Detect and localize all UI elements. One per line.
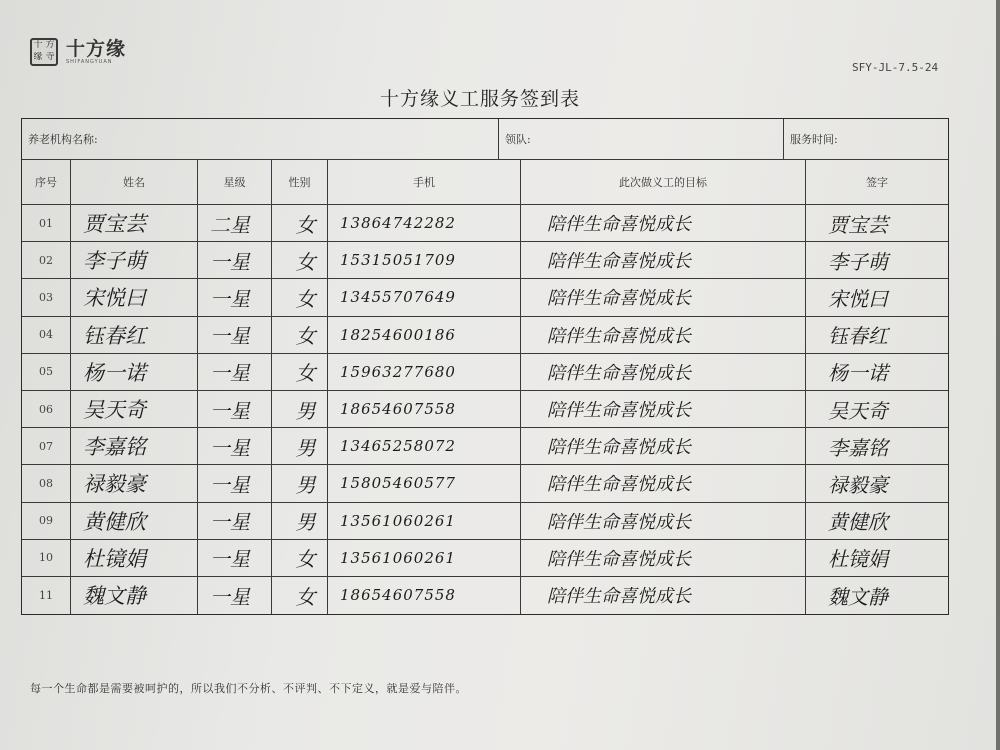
table-row bbox=[22, 205, 948, 242]
volunteer-name: 李嘉铭 bbox=[71, 428, 198, 464]
table-row bbox=[22, 540, 948, 577]
table-row bbox=[22, 279, 948, 316]
table-row bbox=[22, 577, 948, 614]
sign-in-table bbox=[21, 118, 949, 615]
phone-number: 15315051709 bbox=[328, 242, 521, 278]
gender: 男 bbox=[272, 503, 328, 539]
row-number: 04 bbox=[22, 317, 71, 353]
volunteer-name: 宋悦曰 bbox=[71, 279, 198, 315]
star-level: 一星 bbox=[198, 242, 272, 278]
volunteer-name: 李子萌 bbox=[71, 242, 198, 278]
signature: 黄健欣 bbox=[828, 510, 888, 535]
gender: 女 bbox=[272, 354, 328, 390]
logo-mark-char: 寺 bbox=[45, 52, 55, 62]
volunteer-goal: 陪伴生命喜悦成长 bbox=[521, 465, 806, 501]
volunteer-name: 吴天奇 bbox=[71, 391, 198, 427]
row-number: 10 bbox=[22, 540, 71, 576]
header-row bbox=[22, 160, 948, 205]
phone-number: 15963277680 bbox=[328, 354, 521, 390]
star-level: 一星 bbox=[198, 391, 272, 427]
phone-number: 15805460577 bbox=[328, 465, 521, 501]
volunteer-goal: 陪伴生命喜悦成长 bbox=[521, 540, 806, 576]
phone-number: 18654607558 bbox=[328, 391, 521, 427]
gender: 女 bbox=[272, 577, 328, 614]
row-number: 11 bbox=[22, 577, 71, 614]
header-star: 星级 bbox=[198, 160, 272, 204]
signature: 李子萌 bbox=[828, 249, 888, 274]
table-row bbox=[22, 354, 948, 391]
table-row bbox=[22, 465, 948, 502]
leader-label: 领队: bbox=[505, 133, 531, 146]
footer-motto: 每一个生命都是需要被呵护的，所以我们不分析、不评判、不下定义，就是爱与陪伴。 bbox=[30, 682, 467, 695]
star-level: 一星 bbox=[198, 577, 272, 614]
header-gender: 性别 bbox=[272, 160, 328, 204]
signature: 杨一诺 bbox=[828, 361, 888, 386]
header-no: 序号 bbox=[22, 160, 71, 204]
star-level: 一星 bbox=[198, 428, 272, 464]
row-number: 06 bbox=[22, 391, 71, 427]
logo-mark-char: 缘 bbox=[33, 52, 43, 62]
star-level: 一星 bbox=[198, 354, 272, 390]
table-row bbox=[22, 391, 948, 428]
volunteer-goal: 陪伴生命喜悦成长 bbox=[521, 391, 806, 427]
volunteer-name: 贾宝芸 bbox=[71, 205, 198, 241]
volunteer-goal: 陪伴生命喜悦成长 bbox=[521, 428, 806, 464]
service-time-label: 服务时间: bbox=[790, 133, 838, 146]
row-number: 09 bbox=[22, 503, 71, 539]
volunteer-name: 钰春红 bbox=[71, 317, 198, 353]
row-number: 01 bbox=[22, 205, 71, 241]
star-level: 一星 bbox=[198, 279, 272, 315]
phone-number: 18654607558 bbox=[328, 577, 521, 614]
phone-number: 13455707649 bbox=[328, 279, 521, 315]
volunteer-name: 魏文静 bbox=[71, 577, 198, 614]
volunteer-name: 杨一诺 bbox=[71, 354, 198, 390]
logo-mark-char: 方 bbox=[45, 40, 55, 50]
volunteer-goal: 陪伴生命喜悦成长 bbox=[521, 317, 806, 353]
page-title: 十方缘义工服务签到表 bbox=[379, 88, 580, 110]
star-level: 一星 bbox=[198, 317, 272, 353]
row-number: 08 bbox=[22, 465, 71, 501]
table-row bbox=[22, 242, 948, 279]
star-level: 一星 bbox=[198, 540, 272, 576]
phone-number: 18254600186 bbox=[328, 317, 521, 353]
volunteer-goal: 陪伴生命喜悦成长 bbox=[521, 279, 806, 315]
logo-mark bbox=[30, 38, 58, 66]
gender: 女 bbox=[272, 540, 328, 576]
logo-text bbox=[66, 39, 126, 65]
signature: 杜镜娟 bbox=[828, 547, 888, 572]
star-level: 一星 bbox=[198, 503, 272, 539]
gender: 女 bbox=[272, 279, 328, 315]
signature: 钰春红 bbox=[828, 324, 888, 349]
volunteer-goal: 陪伴生命喜悦成长 bbox=[521, 242, 806, 278]
signature: 魏文静 bbox=[828, 584, 888, 609]
table-row bbox=[22, 503, 948, 540]
gender: 男 bbox=[272, 391, 328, 427]
phone-number: 13561060261 bbox=[328, 540, 521, 576]
logo-subtitle: SHIFANGYUAN bbox=[66, 59, 113, 65]
phone-number: 13561060261 bbox=[328, 503, 521, 539]
org-name-label: 养老机构名称: bbox=[28, 133, 98, 146]
signature: 贾宝芸 bbox=[828, 212, 888, 237]
row-number: 03 bbox=[22, 279, 71, 315]
star-level: 二星 bbox=[198, 205, 272, 241]
volunteer-goal: 陪伴生命喜悦成长 bbox=[521, 503, 806, 539]
table-row bbox=[22, 317, 948, 354]
gender: 男 bbox=[272, 428, 328, 464]
document-code: SFY-JL-7.5-24 bbox=[852, 61, 939, 74]
leader-field bbox=[499, 119, 784, 159]
star-level: 一星 bbox=[198, 465, 272, 501]
volunteer-goal: 陪伴生命喜悦成长 bbox=[521, 205, 806, 241]
header-name: 姓名 bbox=[71, 160, 198, 204]
gender: 女 bbox=[272, 317, 328, 353]
logo-mark-char: 十 bbox=[33, 40, 43, 50]
header-goal: 此次做义工的目标 bbox=[521, 160, 806, 204]
phone-number: 13465258072 bbox=[328, 428, 521, 464]
org-name-field bbox=[22, 119, 499, 159]
volunteer-name: 禄毅豪 bbox=[71, 465, 198, 501]
service-time-field bbox=[784, 119, 948, 159]
volunteer-name: 杜镜娟 bbox=[71, 540, 198, 576]
signature: 禄毅豪 bbox=[828, 472, 888, 497]
gender: 女 bbox=[272, 205, 328, 241]
signature: 李嘉铭 bbox=[828, 435, 888, 460]
gender: 女 bbox=[272, 242, 328, 278]
info-row bbox=[22, 119, 948, 160]
volunteer-goal: 陪伴生命喜悦成长 bbox=[521, 354, 806, 390]
gender: 男 bbox=[272, 465, 328, 501]
table-row bbox=[22, 428, 948, 465]
signature: 宋悦曰 bbox=[828, 286, 888, 311]
logo-name: 十方缘 bbox=[66, 38, 127, 60]
row-number: 05 bbox=[22, 354, 71, 390]
logo bbox=[30, 38, 126, 66]
table-body bbox=[22, 205, 948, 614]
header-sign: 签字 bbox=[866, 176, 888, 189]
row-number: 07 bbox=[22, 428, 71, 464]
phone-number: 13864742282 bbox=[328, 205, 521, 241]
volunteer-goal: 陪伴生命喜悦成长 bbox=[521, 577, 806, 614]
volunteer-name: 黄健欣 bbox=[71, 503, 198, 539]
header-phone: 手机 bbox=[328, 160, 521, 204]
row-number: 02 bbox=[22, 242, 71, 278]
signature: 吴天奇 bbox=[828, 398, 888, 423]
